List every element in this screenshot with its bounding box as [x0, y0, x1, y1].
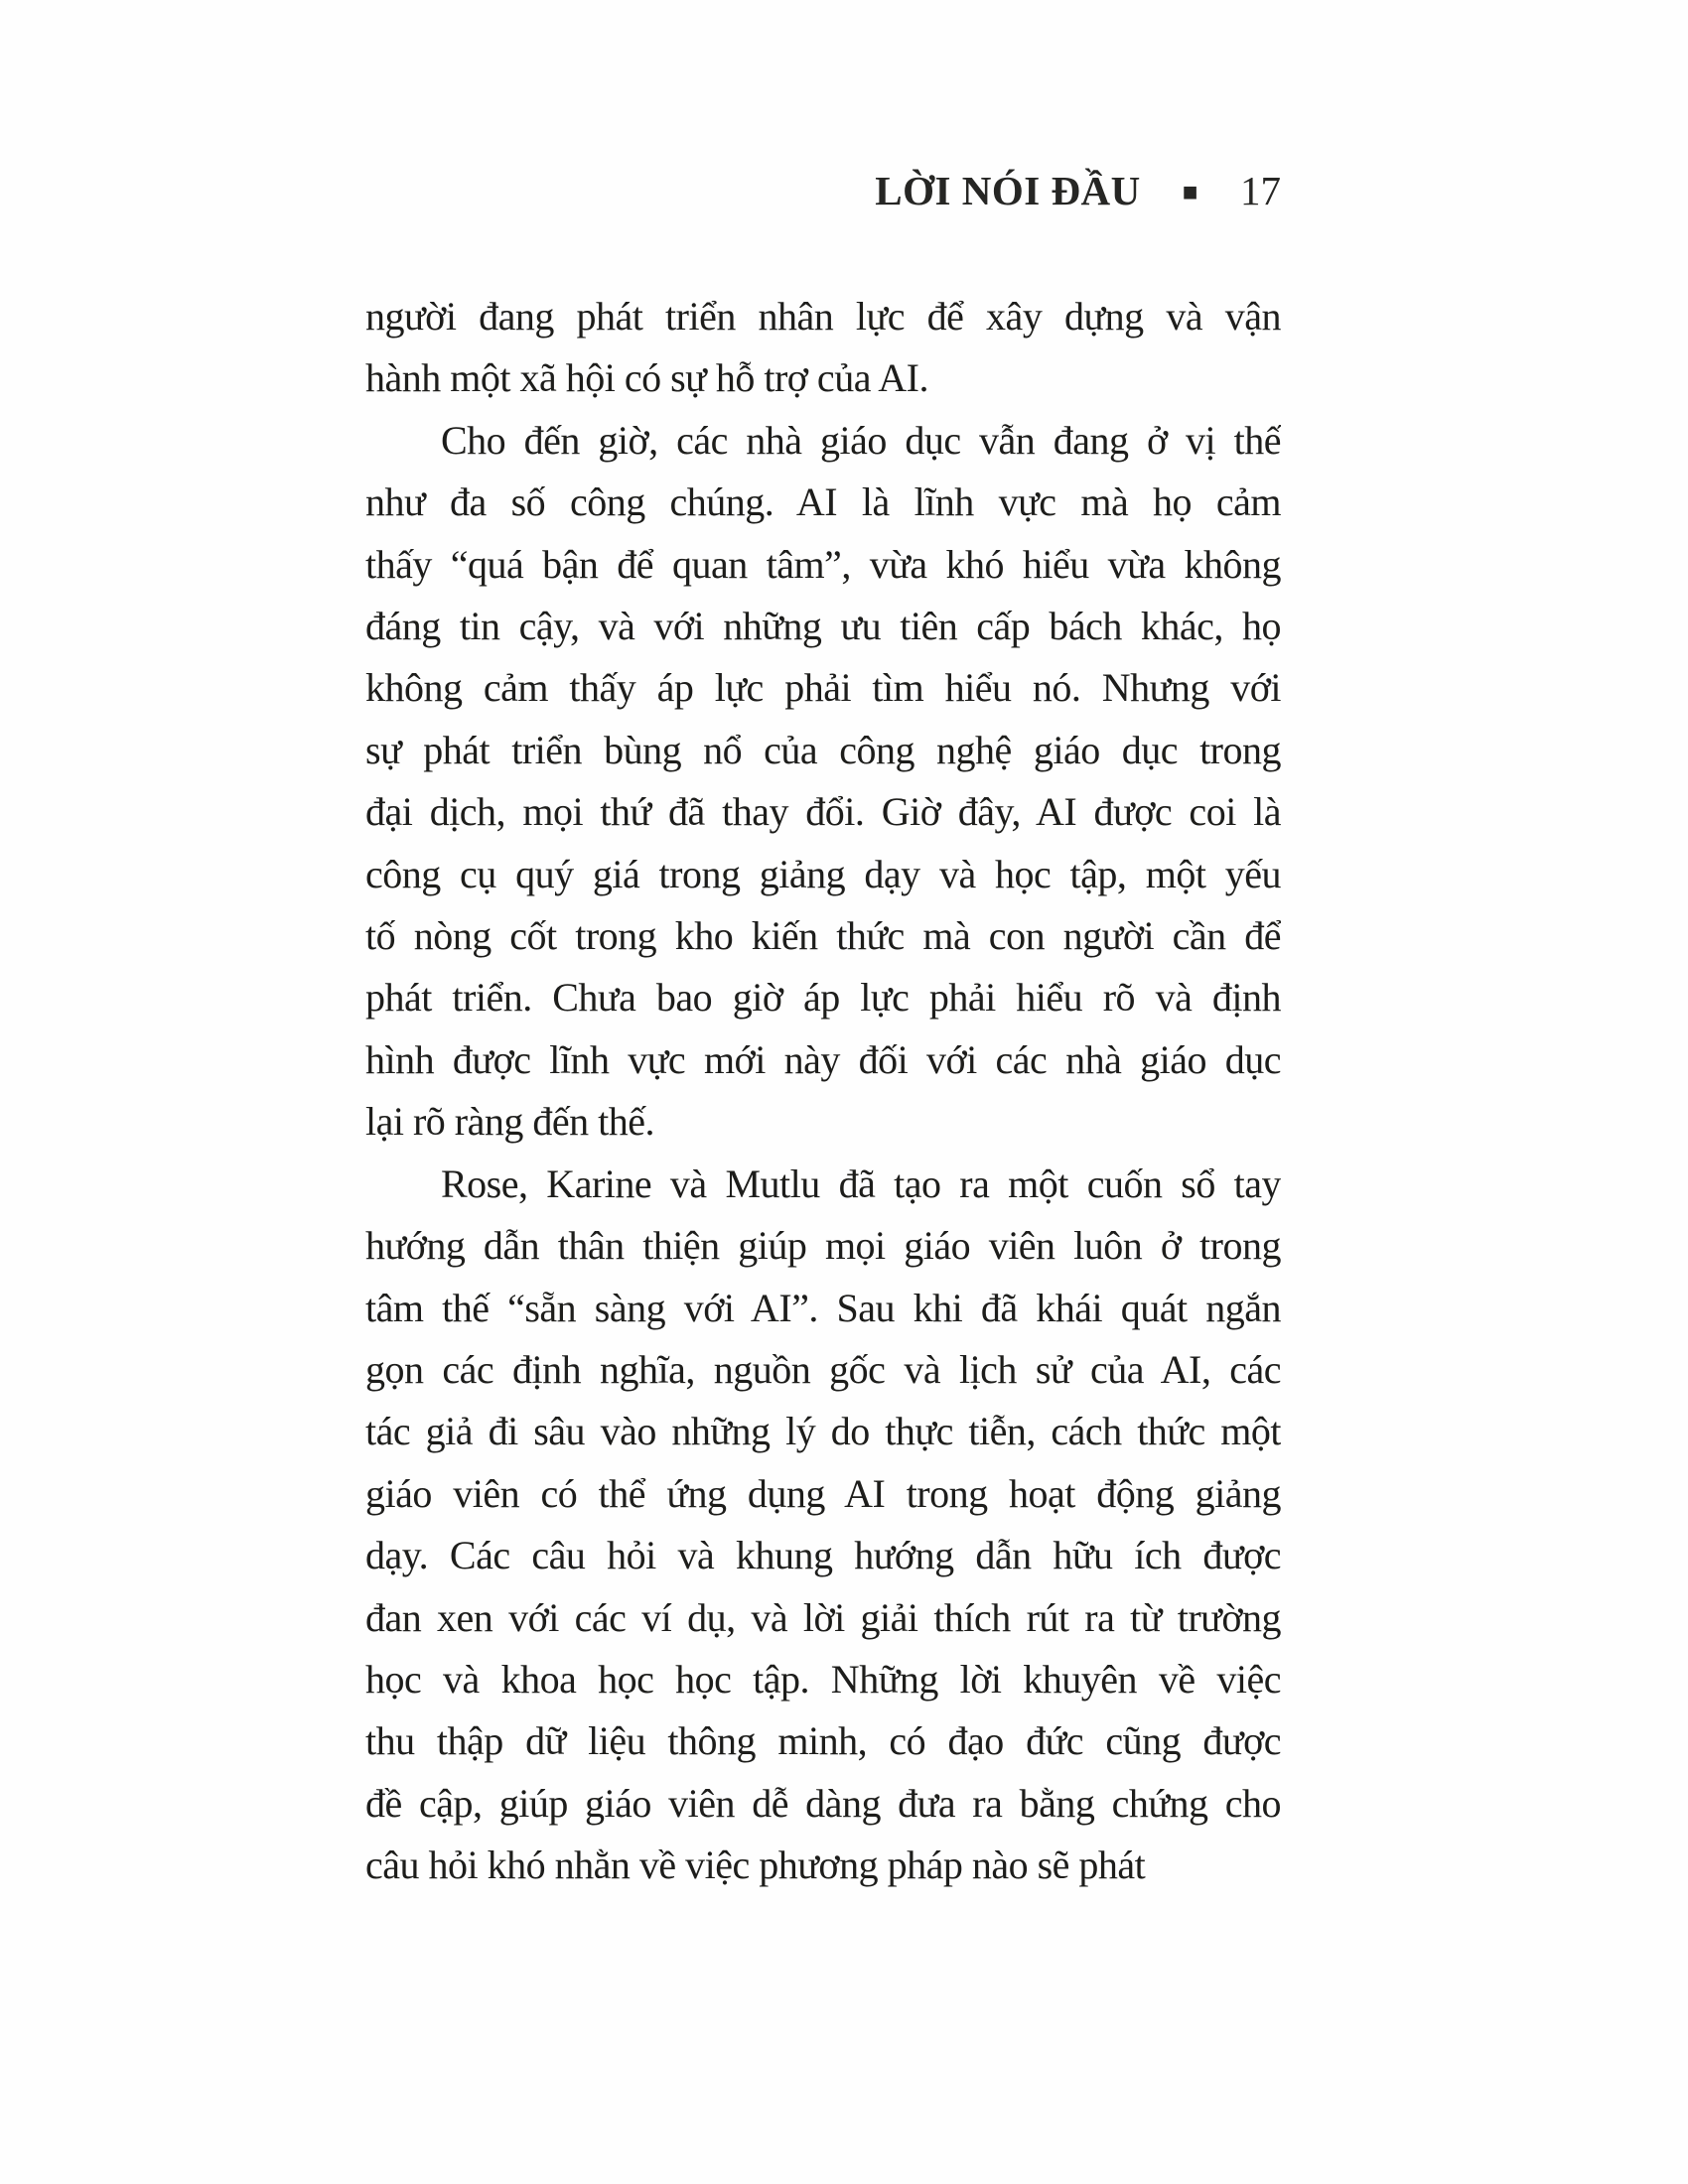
text-line: gọn các định nghĩa, nguồn gốc và lịch sử của AI, các [365, 1346, 1281, 1392]
text-line: Cho đến giờ, các nhà giáo dục vẫn đang ở vị thế [441, 417, 1281, 463]
text-line: đề cập, giúp giáo viên dễ dàng đưa ra bằng chứng cho [365, 1780, 1281, 1826]
text-line: người đang phát triển nhân lực để xây dựng và vận [365, 294, 1281, 339]
text-line: giáo viên có thể ứng dụng AI trong hoạt động giảng [365, 1470, 1281, 1516]
text-line: hình được lĩnh vực mới này đối với các nhà giáo dục [365, 1036, 1281, 1082]
square-bullet-icon: ■ [1182, 178, 1198, 206]
text-line: phát triển. Chưa bao giờ áp lực phải hiểu rõ và định [365, 975, 1281, 1021]
running-header [365, 167, 1281, 214]
text-line: đại dịch, mọi thứ đã thay đổi. Giờ đây, AI được coi là [365, 789, 1281, 835]
text-line: câu hỏi khó nhằn về việc phương pháp nào sẽ phát [365, 1843, 1146, 1888]
text-line: công cụ quý giá trong giảng dạy và học tập, một yếu [365, 851, 1281, 896]
text-line: như đa số công chúng. AI là lĩnh vực mà họ cảm [365, 479, 1281, 525]
text-line: tâm thế “sẵn sàng với AI”. Sau khi đã khái quát ngắn [365, 1285, 1281, 1330]
section-title: LỜI NÓI ĐẦU [875, 168, 1141, 213]
text-line: hướng dẫn thân thiện giúp mọi giáo viên luôn ở trong [365, 1223, 1281, 1269]
paragraph-3 [365, 1154, 1281, 1897]
text-line: tác giả đi sâu vào những lý do thực tiễn, cách thức một [365, 1409, 1281, 1454]
text-line: Rose, Karine và Mutlu đã tạo ra một cuốn sổ tay [441, 1160, 1281, 1206]
text-line: đáng tin cậy, và với những ưu tiên cấp bách khác, họ [365, 604, 1281, 649]
page-body [365, 286, 1281, 1897]
text-line: không cảm thấy áp lực phải tìm hiểu nó. Nhưng với [365, 665, 1281, 711]
text-line: học và khoa học học tập. Những lời khuyên về việc [365, 1656, 1281, 1702]
paragraph-1 [365, 286, 1281, 410]
text-line: dạy. Các câu hỏi và khung hướng dẫn hữu ích được [365, 1533, 1281, 1578]
text-line: hành một xã hội có sự hỗ trợ của AI. [365, 355, 928, 401]
text-line: lại rõ ràng đến thế. [365, 1099, 654, 1145]
text-line: đan xen với các ví dụ, và lời giải thích rút ra từ trường [365, 1594, 1281, 1640]
text-line: tố nòng cốt trong kho kiến thức mà con người cần để [365, 913, 1281, 959]
paragraph-2 [365, 410, 1281, 1154]
page-number: 17 [1240, 168, 1281, 213]
text-line: thấy “quá bận để quan tâm”, vừa khó hiểu vừa không [365, 541, 1281, 587]
text-line: sự phát triển bùng nổ của công nghệ giáo dục trong [365, 727, 1281, 772]
text-line: thu thập dữ liệu thông minh, có đạo đức cũng được [365, 1718, 1281, 1764]
